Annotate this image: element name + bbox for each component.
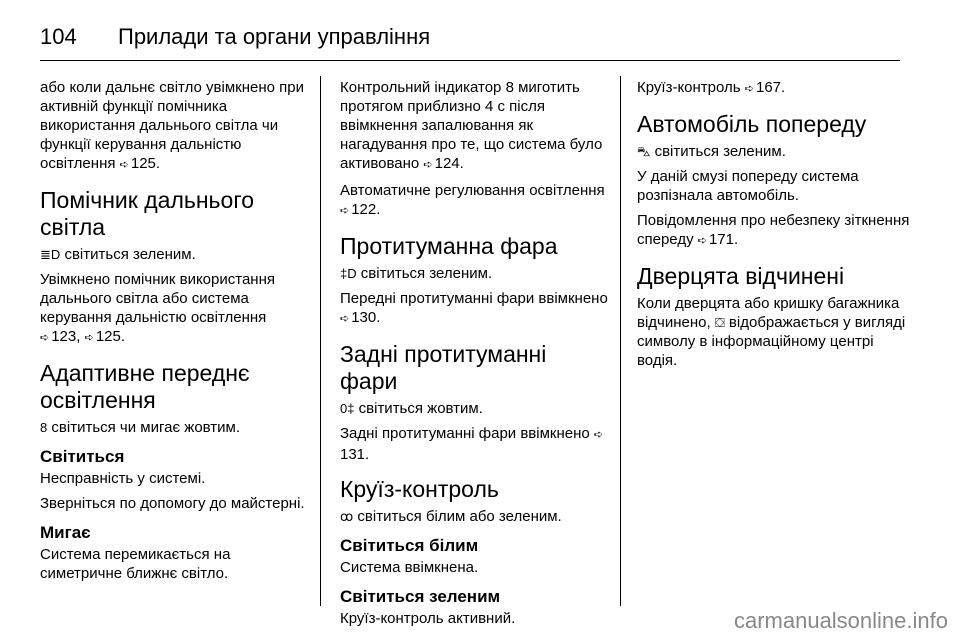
page-number: 104 — [40, 24, 77, 49]
paragraph: 0‡ світиться жовтим. — [340, 400, 483, 417]
adaptive-lighting-icon: 8 — [40, 420, 48, 435]
page-ref: 131. — [340, 446, 370, 463]
vehicle-ahead-icon: ⛍ — [637, 144, 651, 159]
page-header — [40, 8, 920, 60]
paragraph: Зверніться по допомогу до майстерні. — [40, 495, 305, 512]
column-1 — [40, 78, 310, 589]
paragraph: ꝏ світиться білим або зеленим. — [340, 508, 562, 525]
section-title-door-open: Дверцята відчинені — [637, 263, 845, 289]
column-3 — [637, 78, 912, 376]
paragraph: 8 світиться чи мигає жовтим. — [40, 419, 241, 436]
paragraph: Коли дверцята або кришку багажника відчинено, ⛋ відображається у вигляді символу в інформаційному центрі водія. — [637, 295, 906, 369]
page-ref: 130. — [351, 309, 381, 326]
paragraph: Круїз-контроль ➪ 167. — [637, 78, 912, 99]
section-title-high-beam-assist: Помічник дальнього світла — [40, 187, 254, 240]
paragraph: Автоматичне регулювання освітлення ➪ 122. — [340, 181, 610, 221]
column-2 — [340, 78, 610, 634]
section-title-cruise-control: Круїз-контроль — [340, 476, 499, 502]
page-ref: 125. — [95, 328, 126, 345]
paragraph: ⛍ світиться зеленим. — [637, 143, 786, 160]
watermark: carmanualsonline.info — [733, 608, 948, 633]
section-title-rear-fog: Задні протитуманні фари — [340, 341, 547, 394]
paragraph: Повідомлення про небезпеку зіткнення спереду ➪ 171. — [637, 211, 912, 251]
paragraph: Круїз-контроль активний. — [340, 610, 516, 627]
paragraph: Задні протитуманні фари ввімкнено ➪131. — [340, 425, 604, 463]
page-ref-icon: ➪ — [84, 332, 94, 344]
page-ref: 122. — [351, 201, 381, 218]
page-ref: 124. — [434, 155, 464, 172]
subsection-title: Світиться — [40, 447, 125, 466]
column-divider — [320, 76, 321, 606]
rear-fog-light-icon: 0‡ — [340, 401, 355, 416]
paragraph: Система перемикається на симетричне ближнє світло. — [40, 546, 231, 582]
page-ref-icon: ➪ — [423, 159, 433, 171]
paragraph: Контрольний індикатор 8 миготить протягом приблизно 4 с після ввімкнення запалювання як нагадування про те, що система було активовано ➪ 124. — [340, 78, 610, 175]
paragraph: У даній смузі попереду система розпізнала автомобіль. — [637, 168, 859, 204]
door-open-icon: ⛋ — [714, 315, 725, 330]
paragraph: Несправність у системі. — [40, 470, 206, 487]
paragraph: ≣D світиться зеленим. — [40, 246, 196, 263]
paragraph: Передні протитуманні фари ввімкнено ➪ 130. — [340, 289, 610, 329]
high-beam-assist-icon: ≣D — [40, 247, 61, 262]
page-ref-icon: ➪ — [697, 235, 707, 247]
paragraph: або коли дальнє світло увімкнено при активній функції помічника використання дальнього світла чи функції керування дальністю освітлення ➪ 125. — [40, 78, 310, 175]
paragraph: Увімкнено помічник використання дальнього світла або система керування дальністю освітлення ➪ 123, ➪ 125. — [40, 270, 310, 348]
paragraph: ‡D світиться зеленим. — [340, 265, 493, 282]
page-ref-icon: ➪ — [340, 205, 350, 217]
page-ref: 125. — [130, 155, 161, 172]
subsection-title: Світиться білим — [340, 536, 479, 555]
page-ref: 171. — [708, 231, 739, 248]
page-ref-icon: ➪ — [119, 159, 129, 171]
page-ref-icon: ➪ — [340, 313, 350, 325]
section-title-front-fog: Протитуманна фара — [340, 233, 558, 259]
page-title: Прилади та органи управління — [118, 24, 431, 49]
front-fog-light-icon: ‡D — [340, 266, 357, 281]
subsection-title: Світиться зеленим — [340, 587, 501, 606]
page-ref-icon: ➪ — [40, 332, 50, 344]
page-ref: 167. — [756, 79, 786, 96]
section-title-vehicle-ahead: Автомобіль попереду — [637, 111, 867, 137]
column-divider — [620, 76, 621, 606]
section-title-adaptive-lighting: Адаптивне переднє освітлення — [40, 360, 250, 413]
paragraph: Система ввімкнена. — [340, 559, 479, 576]
subsection-title: Мигає — [40, 523, 91, 542]
page-ref-icon: ➪ — [744, 83, 754, 95]
cruise-control-icon: ꝏ — [340, 509, 354, 524]
page-ref-icon: ➪ — [593, 429, 604, 441]
header-rule — [40, 60, 900, 61]
page-ref: 123, — [51, 328, 81, 345]
